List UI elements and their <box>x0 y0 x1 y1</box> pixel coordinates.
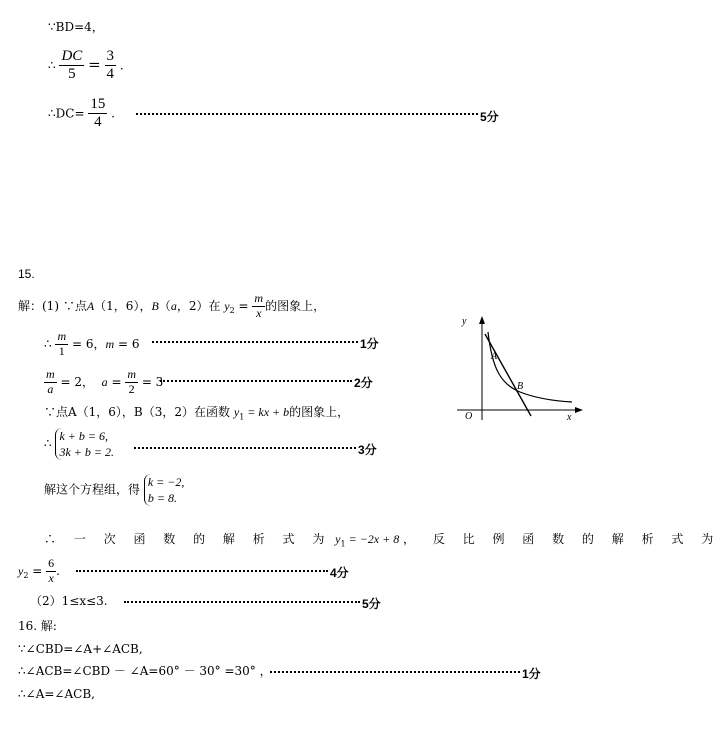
var-a-upper: A <box>86 298 95 313</box>
equals: = <box>88 55 101 74</box>
q15-line-3 <box>44 368 163 397</box>
denominator: 4 <box>106 66 115 83</box>
fraction-m-1 <box>55 330 68 359</box>
y-axis-arrow <box>479 316 485 324</box>
equals: = <box>28 563 47 578</box>
numerator: m <box>46 367 55 381</box>
point-a-label: A <box>491 351 498 362</box>
text: ， 反 比 例 函 数 的 解 析 式 为 <box>403 532 720 546</box>
x-axis-arrow <box>575 407 583 413</box>
text: ∴ 一 次 函 数 的 解 析 式 为 <box>44 532 332 546</box>
x-axis-label: x <box>567 412 572 423</box>
var-y: y <box>335 532 341 546</box>
text: 解：(1) ∵点 <box>18 298 87 313</box>
point-b-label: B <box>517 381 524 392</box>
numerator: 15 <box>88 96 107 114</box>
equation-row: 3k + b = 2. <box>59 445 114 460</box>
fraction-6-x <box>46 557 56 586</box>
denominator: 1 <box>58 343 65 358</box>
q16-line-3: ∴∠A=∠ACB, <box>18 687 95 701</box>
denominator: x <box>256 305 262 320</box>
y-axis-label: y <box>462 316 467 327</box>
question-number-15: 15. <box>18 267 35 281</box>
dotted-leader <box>152 341 358 343</box>
solution-system <box>144 474 185 506</box>
q15-line-6 <box>44 474 184 506</box>
therefore-symbol: ∴ <box>44 436 52 451</box>
fraction-15-4 <box>88 96 107 132</box>
q16-line-1: ∵∠CBD=∠A+∠ACB, <box>18 642 143 656</box>
q15-line-4 <box>44 406 349 421</box>
score-label: 1分 <box>522 667 541 681</box>
dotted-leader <box>160 380 352 382</box>
ratio-line <box>48 48 124 84</box>
linear-function-line <box>485 334 531 416</box>
text: （ <box>158 298 171 313</box>
therefore-symbol: ∴ <box>48 58 56 73</box>
q15-line-8 <box>18 557 60 586</box>
subscript: 1 <box>239 412 245 422</box>
numerator: m <box>127 367 136 381</box>
denominator: a <box>47 381 54 396</box>
q15-line-1 <box>18 292 325 321</box>
subscript: 2 <box>229 306 235 316</box>
dc-equals: ∴DC= <box>48 106 85 121</box>
period: . <box>119 58 124 73</box>
fraction-dc-5 <box>59 48 84 84</box>
equation-row: k = −2, <box>147 475 185 489</box>
numerator: DC <box>59 48 84 66</box>
var-y: y <box>233 405 240 419</box>
var-a: a <box>170 298 177 313</box>
q15-line-2 <box>44 330 139 359</box>
period: . <box>111 106 115 121</box>
score-label: 3分 <box>358 443 377 457</box>
score-label: 5分 <box>480 110 499 124</box>
text: 解这个方程组，得 <box>44 482 141 497</box>
numerator: 3 <box>105 48 117 66</box>
fraction-m-2 <box>125 368 138 397</box>
score-label: 1分 <box>360 337 379 351</box>
fraction-m-a <box>44 368 57 397</box>
var-a: a <box>101 374 108 389</box>
period: . <box>56 563 60 578</box>
var-y: y <box>18 563 24 578</box>
dotted-leader <box>270 671 520 673</box>
equals: = <box>107 374 126 389</box>
text: = 6 <box>114 336 140 351</box>
text: = 6， <box>68 336 106 351</box>
score-label: 5分 <box>362 597 381 611</box>
equals: = <box>234 298 253 313</box>
origin-label: O <box>465 411 473 422</box>
dotted-leader <box>136 113 478 115</box>
q16-line-2: ∴∠ACB=∠CBD － ∠A=60° － 30° =30° ， <box>18 664 272 678</box>
dotted-leader <box>76 570 328 572</box>
text: ∵点A（1，6），B（3，2）在函数 <box>44 405 231 419</box>
score-label: 4分 <box>330 566 349 580</box>
dotted-leader <box>134 447 356 449</box>
numerator: m <box>254 291 264 305</box>
function-graph <box>455 312 590 442</box>
q15-line-5 <box>44 428 114 460</box>
therefore-symbol: ∴ <box>44 336 52 351</box>
equation-row: b = 8. <box>147 491 177 506</box>
subscript: 1 <box>340 539 346 549</box>
denominator: 4 <box>94 114 102 131</box>
formula: = kx + b <box>244 405 290 419</box>
q15-line-9: （2）1≤x≤3. <box>30 594 108 608</box>
text: （1，6）， <box>94 298 152 313</box>
hyperbola-curve <box>488 332 572 402</box>
dc-result-line <box>48 96 115 132</box>
fraction-3-4 <box>105 48 117 84</box>
denominator: 5 <box>68 66 76 83</box>
var-y: y <box>224 298 230 313</box>
var-b-upper: B <box>151 298 159 313</box>
numerator: 6 <box>48 556 55 570</box>
q15-line-7 <box>44 533 720 548</box>
dotted-leader <box>124 601 360 603</box>
question-number-16: 16. 解: <box>18 619 57 633</box>
formula: = −2x + 8 <box>345 532 400 546</box>
var-m: m <box>105 336 115 351</box>
graph-svg <box>455 312 590 442</box>
subscript: 2 <box>23 571 29 581</box>
numerator: m <box>57 329 67 343</box>
score-label: 2分 <box>354 376 373 390</box>
text: = 2， <box>56 374 94 389</box>
since-bd-line: ∵BD=4， <box>48 20 104 34</box>
text: = 3 <box>138 374 164 389</box>
denominator: 2 <box>128 381 135 396</box>
equation-system <box>55 428 114 460</box>
text: ，2）在 <box>176 298 221 313</box>
text: 的图象上， <box>289 405 350 419</box>
fraction-m-x <box>252 292 265 321</box>
equation-row: k + b = 6, <box>59 429 108 443</box>
denominator: x <box>48 570 54 585</box>
text: 的图象上， <box>265 298 326 313</box>
